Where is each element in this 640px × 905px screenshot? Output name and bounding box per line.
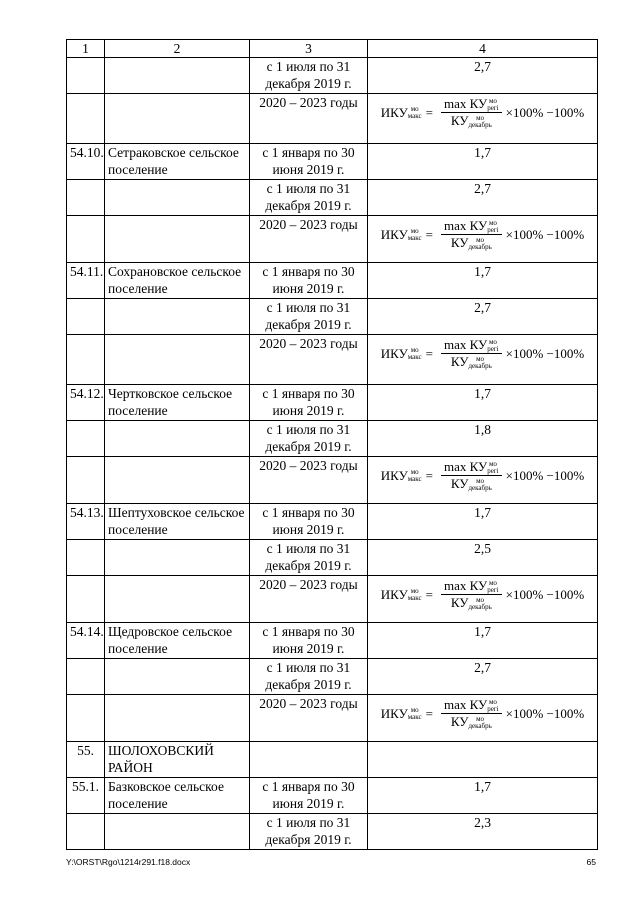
formula-num-indices (487, 339, 498, 353)
value-cell: 1,7 (368, 623, 598, 659)
row-number-cell (67, 695, 105, 742)
formula-sub: макс (407, 712, 422, 721)
value-cell: 2,5 (368, 540, 598, 576)
row-number-cell (67, 299, 105, 335)
table-row (67, 335, 598, 385)
row-number-cell (67, 814, 105, 850)
row-number-cell: 54.11. (67, 263, 105, 299)
period-cell: 2020 – 2023 годы (250, 695, 368, 742)
formula-tail: ×100% −100% (505, 105, 585, 121)
formula-numerator (441, 697, 502, 714)
header-cell-3: 3 (250, 40, 368, 58)
formula-tail: ×100% −100% (505, 587, 585, 603)
formula-num-indices (487, 699, 498, 713)
table-row (67, 742, 598, 778)
formula-den-sub: декабрь (468, 603, 492, 612)
formula-iku-indices (408, 106, 422, 120)
formula-iku-indices (408, 707, 422, 721)
tariff-table (66, 39, 598, 850)
formula-den-text: КУ (450, 714, 469, 730)
period-cell: с 1 января по 30 июня 2019 г. (250, 144, 368, 180)
formula-den-text: КУ (450, 113, 469, 129)
settlement-name-cell (105, 216, 250, 263)
table-row (67, 421, 598, 457)
formula-num-sub: регі (487, 467, 499, 476)
formula-num-indices (487, 461, 498, 475)
formula-den-sup: мо (476, 715, 485, 724)
formula-tail: ×100% −100% (505, 227, 585, 243)
formula-den-sup: мо (476, 596, 485, 605)
period-cell: с 1 июля по 31 декабря 2019 г. (250, 58, 368, 94)
row-number-cell: 54.10. (67, 144, 105, 180)
header-cell-4: 4 (368, 40, 598, 58)
table-row (67, 144, 598, 180)
formula-den-text: КУ (450, 595, 469, 611)
formula-sup: мо (410, 467, 419, 476)
formula-fraction (441, 459, 502, 492)
period-cell (250, 742, 368, 778)
period-cell: 2020 – 2023 годы (250, 457, 368, 504)
row-number-cell (67, 216, 105, 263)
formula-fraction (441, 96, 502, 129)
formula-den-indices (468, 716, 491, 730)
settlement-name-cell (105, 58, 250, 94)
formula-iku-indices (408, 588, 422, 602)
table-header-row (67, 40, 598, 58)
value-cell: 1,7 (368, 144, 598, 180)
formula-iku-indices (408, 469, 422, 483)
table-row (67, 504, 598, 540)
formula-sub: макс (407, 111, 422, 120)
formula-iku: ИКУ (380, 105, 408, 121)
period-cell: с 1 января по 30 июня 2019 г. (250, 385, 368, 421)
table-row (67, 94, 598, 144)
formula-numerator (441, 337, 502, 354)
formula-sup: мо (410, 345, 419, 354)
formula-sub: макс (407, 352, 422, 361)
formula-iku: ИКУ (380, 468, 408, 484)
formula-fraction (441, 218, 502, 251)
formula-den-indices (468, 478, 491, 492)
formula-iku: ИКУ (380, 706, 408, 722)
period-cell: с 1 января по 30 июня 2019 г. (250, 778, 368, 814)
formula-num-text: max КУ (443, 96, 488, 111)
settlement-name-cell (105, 659, 250, 695)
formula-sub: макс (407, 233, 422, 242)
period-cell: с 1 июля по 31 декабря 2019 г. (250, 299, 368, 335)
row-number-cell: 54.12. (67, 385, 105, 421)
settlement-name-cell (105, 540, 250, 576)
settlement-name-cell (105, 94, 250, 144)
settlement-name-cell (105, 576, 250, 623)
formula-num-sup: мо (488, 219, 497, 228)
iku-formula (381, 459, 584, 492)
value-cell: 1,8 (368, 421, 598, 457)
row-number-cell (67, 659, 105, 695)
table-row (67, 216, 598, 263)
formula-den-sup: мо (476, 355, 485, 364)
settlement-name-cell (105, 457, 250, 504)
formula-fraction (441, 578, 502, 611)
formula-num-sub: регі (487, 705, 499, 714)
formula-num-sub: регі (487, 586, 499, 595)
formula-equals: = (425, 587, 433, 603)
settlement-name-cell: ШОЛОХОВСКИЙ РАЙОН (105, 742, 250, 778)
table-row (67, 659, 598, 695)
formula-sub: макс (407, 593, 422, 602)
formula-num-sup: мо (488, 460, 497, 469)
settlement-name-cell: Сетраковское сельское поселение (105, 144, 250, 180)
period-cell: с 1 января по 30 июня 2019 г. (250, 263, 368, 299)
formula-num-sub: регі (487, 104, 499, 113)
value-cell: 2,7 (368, 299, 598, 335)
formula-sub: макс (407, 474, 422, 483)
formula-fraction (441, 337, 502, 370)
iku-formula (381, 96, 584, 129)
formula-sup: мо (410, 226, 419, 235)
value-cell: 2,7 (368, 659, 598, 695)
formula-num-text: max КУ (443, 337, 488, 352)
formula-den-text: КУ (450, 235, 469, 251)
formula-num-indices (487, 220, 498, 234)
formula-cell (368, 94, 598, 144)
period-cell: с 1 января по 30 июня 2019 г. (250, 623, 368, 659)
formula-num-indices (487, 98, 498, 112)
formula-den-indices (468, 237, 491, 251)
formula-numerator (441, 459, 502, 476)
formula-equals: = (425, 706, 433, 722)
settlement-name-cell (105, 695, 250, 742)
formula-fraction (441, 697, 502, 730)
formula-iku-indices (408, 347, 422, 361)
table-row (67, 385, 598, 421)
row-number-cell (67, 540, 105, 576)
settlement-name-cell: Щедровское сельское поселение (105, 623, 250, 659)
formula-iku: ИКУ (380, 587, 408, 603)
formula-den-indices (468, 356, 491, 370)
formula-equals: = (425, 105, 433, 121)
value-cell: 2,7 (368, 180, 598, 216)
table-row (67, 623, 598, 659)
formula-den-text: КУ (450, 476, 469, 492)
row-number-cell (67, 335, 105, 385)
formula-tail: ×100% −100% (505, 346, 585, 362)
period-cell: с 1 июля по 31 декабря 2019 г. (250, 540, 368, 576)
formula-denominator (448, 113, 495, 129)
formula-iku: ИКУ (380, 346, 408, 362)
iku-formula (381, 578, 584, 611)
row-number-cell: 54.14. (67, 623, 105, 659)
iku-formula (381, 697, 584, 730)
formula-den-indices (468, 115, 491, 129)
formula-cell (368, 695, 598, 742)
formula-den-sub: декабрь (468, 722, 492, 731)
value-cell: 2,7 (368, 58, 598, 94)
formula-den-indices (468, 597, 491, 611)
formula-equals: = (425, 346, 433, 362)
formula-sup: мо (410, 104, 419, 113)
formula-denominator (448, 354, 495, 370)
formula-num-sup: мо (488, 97, 497, 106)
formula-numerator (441, 96, 502, 113)
period-cell: с 1 января по 30 июня 2019 г. (250, 504, 368, 540)
formula-cell (368, 576, 598, 623)
value-cell: 1,7 (368, 778, 598, 814)
formula-den-sub: декабрь (468, 362, 492, 371)
header-cell-2: 2 (105, 40, 250, 58)
formula-denominator (448, 476, 495, 492)
row-number-cell (67, 576, 105, 623)
formula-equals: = (425, 468, 433, 484)
period-cell: 2020 – 2023 годы (250, 576, 368, 623)
formula-denominator (448, 595, 495, 611)
formula-den-sub: декабрь (468, 484, 492, 493)
header-cell-1: 1 (67, 40, 105, 58)
table-row (67, 814, 598, 850)
settlement-name-cell: Базковское сельское поселение (105, 778, 250, 814)
formula-num-sub: регі (487, 226, 499, 235)
formula-iku: ИКУ (380, 227, 408, 243)
table-row (67, 299, 598, 335)
formula-den-sup: мо (476, 477, 485, 486)
formula-den-text: КУ (450, 354, 469, 370)
table-row (67, 695, 598, 742)
formula-iku-indices (408, 228, 422, 242)
formula-denominator (448, 714, 495, 730)
formula-num-sup: мо (488, 579, 497, 588)
settlement-name-cell: Чертковское сельское поселение (105, 385, 250, 421)
footer-file-path: Y:\ORST\Rgo\1214r291.f18.docx (66, 857, 191, 867)
formula-den-sup: мо (476, 114, 485, 123)
period-cell: 2020 – 2023 годы (250, 94, 368, 144)
row-number-cell: 55. (67, 742, 105, 778)
value-cell (368, 742, 598, 778)
formula-den-sup: мо (476, 236, 485, 245)
formula-tail: ×100% −100% (505, 468, 585, 484)
value-cell: 2,3 (368, 814, 598, 850)
row-number-cell (67, 94, 105, 144)
table-row (67, 457, 598, 504)
formula-num-sup: мо (488, 698, 497, 707)
settlement-name-cell (105, 814, 250, 850)
settlement-name-cell (105, 421, 250, 457)
formula-den-sub: декабрь (468, 243, 492, 252)
period-cell: с 1 июля по 31 декабря 2019 г. (250, 421, 368, 457)
row-number-cell (67, 421, 105, 457)
formula-denominator (448, 235, 495, 251)
iku-formula (381, 337, 584, 370)
footer-page-number: 65 (586, 857, 596, 867)
row-number-cell: 55.1. (67, 778, 105, 814)
formula-sup: мо (410, 586, 419, 595)
settlement-name-cell (105, 335, 250, 385)
formula-num-indices (487, 580, 498, 594)
formula-sup: мо (410, 705, 419, 714)
table-row (67, 58, 598, 94)
formula-num-sup: мо (488, 338, 497, 347)
period-cell: 2020 – 2023 годы (250, 216, 368, 263)
formula-den-sub: декабрь (468, 121, 492, 130)
formula-num-text: max КУ (443, 459, 488, 474)
period-cell: 2020 – 2023 годы (250, 335, 368, 385)
row-number-cell (67, 180, 105, 216)
settlement-name-cell: Шептуховское сельское поселение (105, 504, 250, 540)
settlement-name-cell (105, 299, 250, 335)
table-row (67, 180, 598, 216)
formula-equals: = (425, 227, 433, 243)
formula-num-text: max КУ (443, 578, 488, 593)
formula-cell (368, 216, 598, 263)
settlement-name-cell: Сохрановское сельское поселение (105, 263, 250, 299)
formula-num-text: max КУ (443, 218, 488, 233)
formula-numerator (441, 578, 502, 595)
table-body (67, 40, 598, 850)
formula-numerator (441, 218, 502, 235)
value-cell: 1,7 (368, 263, 598, 299)
table-row (67, 540, 598, 576)
period-cell: с 1 июля по 31 декабря 2019 г. (250, 659, 368, 695)
iku-formula (381, 218, 584, 251)
formula-num-sub: регі (487, 345, 499, 354)
value-cell: 1,7 (368, 504, 598, 540)
row-number-cell: 54.13. (67, 504, 105, 540)
settlement-name-cell (105, 180, 250, 216)
value-cell: 1,7 (368, 385, 598, 421)
formula-cell (368, 335, 598, 385)
table-row (67, 576, 598, 623)
row-number-cell (67, 58, 105, 94)
formula-cell (368, 457, 598, 504)
formula-tail: ×100% −100% (505, 706, 585, 722)
period-cell: с 1 июля по 31 декабря 2019 г. (250, 814, 368, 850)
table-row (67, 263, 598, 299)
table-row (67, 778, 598, 814)
row-number-cell (67, 457, 105, 504)
formula-num-text: max КУ (443, 697, 488, 712)
period-cell: с 1 июля по 31 декабря 2019 г. (250, 180, 368, 216)
